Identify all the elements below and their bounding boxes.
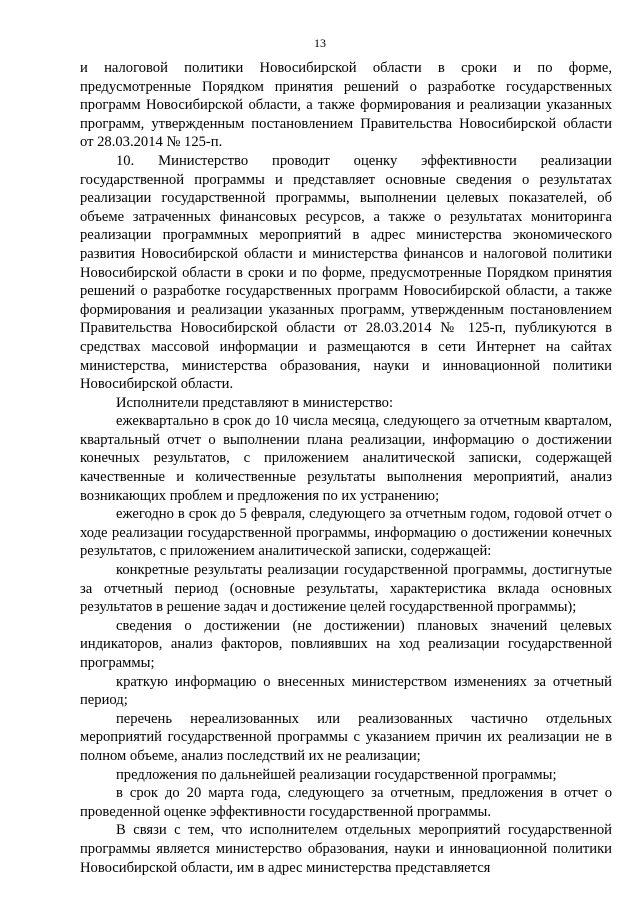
paragraph-continuation: и налоговой политики Новосибирской области в сроки и по форме, предусмотренные Порядком принятия решений о разработке государственных программ Новосибирской области, а также формирования и реализации указанных программ, утвержденным постановлением Правительства Новосибирской области от 28.03.2014 № 125-п. xyxy=(80,60,612,151)
paragraph-ministry-education: В связи с тем, что исполнителем отдельных мероприятий государственной программы является министерство образования, науки и инновационной политики Новосибирской области, им в адрес министерства представляется xyxy=(80,822,612,876)
paragraph-item-10: 10. Министерство проводит оценку эффективности реализации государственной программы и представляет основные сведения о результатах реализации государственной программы, выполнении целевых показателей, об объеме затраченных финансовых ресурсов, а также о результатах мониторинга реализации программных мероприятий в адрес министерства экономического развития Новосибирской области и министерства финансов и налоговой политики Новосибирской области в сроки и по форме, предусмотренные Порядком принятия решений о разработке государственных программ Новосибирской области, а также формирования и реализации указанных программ, утвержденным постановлением Правительства Новосибирской области от 28.03.2014 № 125-п, публикуются в средствах массовой информации и размещаются в сети Интернет на сайтах министерства, министерства образования, науки и инновационной политики Новосибирской области. xyxy=(80,152,612,393)
paragraph-executors-intro: Исполнители представляют в министерство: xyxy=(116,394,394,411)
paragraph-annual-report: ежегодно в срок до 5 февраля, следующего за отчетным годом, годовой отчет о ходе реализации государственной программы, информацию о достижении конечных результатов, с приложением аналитической записки, содержащей: xyxy=(80,506,612,560)
paragraph-further-proposals: предложения по дальнейшей реализации государственной программы; xyxy=(116,766,557,783)
paragraph-indicator-info: сведения о достижении (не достижении) плановых значений целевых индикаторов, анализ факторов, повлиявших на ход реализации государственной программы; xyxy=(80,617,612,671)
paragraph-changes-info: краткую информацию о внесенных министерством изменениях за отчетный период; xyxy=(80,673,612,709)
paragraph-unrealized-list: перечень нереализованных или реализованных частично отдельных мероприятий государственной программы с указанием причин их реализации не в полном объеме, анализ последствий их не реализации; xyxy=(80,710,612,764)
page-number: 13 xyxy=(314,36,326,50)
paragraph-march-deadline: в срок до 20 марта года, следующего за отчетным, предложения в отчет о проведенной оценке эффективности государственной программы. xyxy=(80,785,612,820)
paragraph-quarterly-report: ежеквартально в срок до 10 числа месяца, следующего за отчетным кварталом, квартальный отчет о выполнении плана реализации, информацию о достижении конечных результатов, с приложением аналитической записки, содержащей качественные и количественные результаты выполнения мероприятий, анализ возникающих проблем и предложения по их устранению; xyxy=(80,413,612,504)
document-body xyxy=(80,59,612,877)
paragraph-specific-results: конкретные результаты реализации государственной программы, достигнутые за отчетный период (основные результаты, характеристика вклада основных результатов в решение задач и достижение целей государственной программы); xyxy=(80,562,612,616)
